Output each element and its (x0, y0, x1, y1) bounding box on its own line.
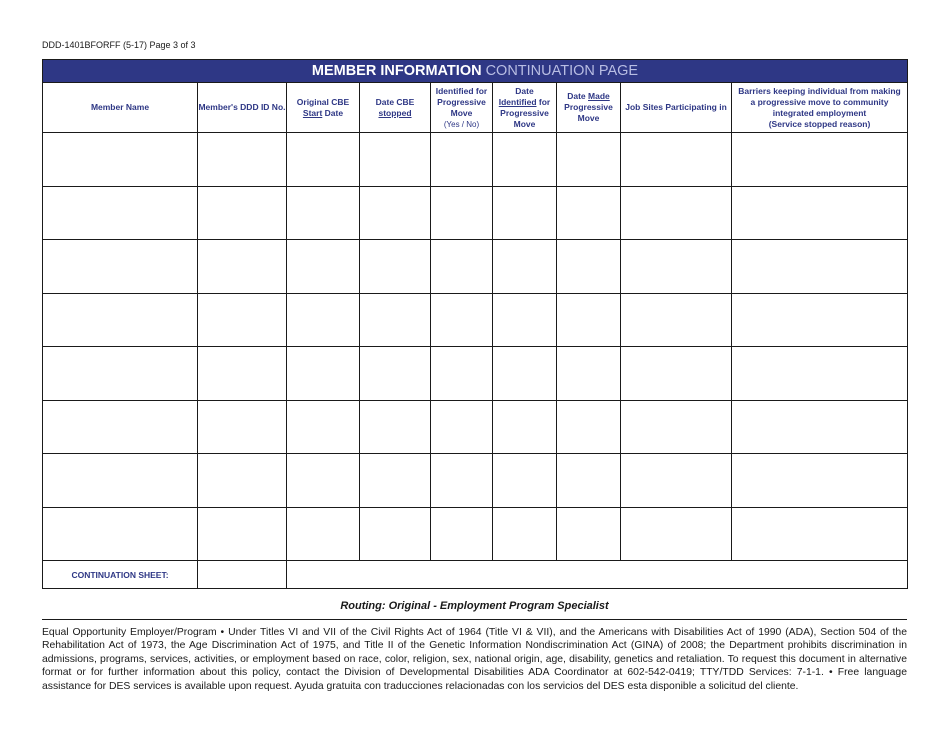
cbe-start-cell[interactable] (287, 454, 360, 508)
barriers-cell[interactable] (732, 293, 908, 347)
form-identifier: DDD-1401BFORFF (5-17) Page 3 of 3 (42, 40, 196, 50)
table-row (43, 507, 908, 561)
date-made-cell[interactable] (557, 240, 621, 294)
date-made-cell[interactable] (557, 133, 621, 187)
member-name-cell[interactable] (43, 293, 198, 347)
table-row (43, 454, 908, 508)
table-row (43, 240, 908, 294)
identified-cell[interactable] (431, 186, 493, 240)
job-sites-cell[interactable] (621, 133, 732, 187)
job-sites-cell[interactable] (621, 186, 732, 240)
table-row (43, 293, 908, 347)
member-name-cell[interactable] (43, 186, 198, 240)
job-sites-cell[interactable] (621, 454, 732, 508)
cbe-stopped-cell[interactable] (360, 454, 431, 508)
continuation-sheet-notes[interactable] (287, 561, 908, 589)
barriers-cell[interactable] (732, 186, 908, 240)
identified-cell[interactable] (431, 293, 493, 347)
date-identified-cell[interactable] (493, 293, 557, 347)
cbe-stopped-cell[interactable] (360, 347, 431, 401)
col-date-identified: Date Identified for Progressive Move (493, 83, 557, 133)
col-cbe-start: Original CBE Start Date (287, 83, 360, 133)
member-id-cell[interactable] (198, 507, 287, 561)
cbe-stopped-cell[interactable] (360, 293, 431, 347)
cbe-start-cell[interactable] (287, 400, 360, 454)
routing-note: Routing: Original - Employment Program Specialist (340, 600, 609, 612)
date-made-cell[interactable] (557, 507, 621, 561)
job-sites-cell[interactable] (621, 507, 732, 561)
barriers-cell[interactable] (732, 454, 908, 508)
identified-cell[interactable] (431, 454, 493, 508)
date-identified-cell[interactable] (493, 400, 557, 454)
cbe-start-cell[interactable] (287, 293, 360, 347)
cbe-stopped-cell[interactable] (360, 133, 431, 187)
identified-cell[interactable] (431, 240, 493, 294)
cbe-stopped-cell[interactable] (360, 186, 431, 240)
eeo-statement: Equal Opportunity Employer/Program • Under Titles VI and VII of the Civil Rights Act of 1964 (Title VI & VII), and the Americans with Disabilities Act of 1990 (ADA), Section 504 of the Rehabilitation Act of 1973, the Age Discrimination Act of 1975, and Title II of the Genetic Information Nondiscrimination Act (GINA) of 2008; the Department prohibits discrimination in admissions, programs, services, activities, or employment based on race, color, religion, sex, national origin, age, disability, genetics and retaliation. To request this document in alternative format or for further information about this policy, contact the Division of Developmental Disabilities ADA Coordinator at 602-542-0419; TTY/TDD Services: 7-1-1. • Free language assistance for DES services is available upon request. Ayuda gratuita con traducciones relacionadas con los servicios del DES esta disponible a solicitud del cliente. (42, 627, 907, 692)
col-job-sites: Job Sites Participating in (621, 83, 732, 133)
col-date-made: Date Made Progressive Move (557, 83, 621, 133)
cbe-stopped-cell[interactable] (360, 400, 431, 454)
title-main: MEMBER INFORMATION (311, 63, 482, 79)
member-id-cell[interactable] (198, 240, 287, 294)
member-id-cell[interactable] (198, 347, 287, 401)
continuation-sheet-field[interactable] (198, 561, 287, 589)
divider (42, 619, 907, 620)
col-identified-progressive: Identified for Progressive Move (Yes / No) (431, 83, 493, 133)
job-sites-cell[interactable] (621, 240, 732, 294)
cbe-stopped-cell[interactable] (360, 240, 431, 294)
cbe-start-cell[interactable] (287, 186, 360, 240)
job-sites-cell[interactable] (621, 293, 732, 347)
date-identified-cell[interactable] (493, 133, 557, 187)
data-rows (43, 133, 908, 561)
date-made-cell[interactable] (557, 400, 621, 454)
date-identified-cell[interactable] (493, 507, 557, 561)
date-identified-cell[interactable] (493, 186, 557, 240)
date-identified-cell[interactable] (493, 347, 557, 401)
identified-cell[interactable] (431, 347, 493, 401)
barriers-cell[interactable] (732, 133, 908, 187)
date-made-cell[interactable] (557, 293, 621, 347)
member-name-cell[interactable] (43, 133, 198, 187)
table-row (43, 186, 908, 240)
barriers-cell[interactable] (732, 347, 908, 401)
member-id-cell[interactable] (198, 186, 287, 240)
col-member-name: Member Name (43, 83, 198, 133)
continuation-sheet-label: CONTINUATION SHEET: (43, 561, 198, 589)
table-row (43, 347, 908, 401)
cbe-start-cell[interactable] (287, 133, 360, 187)
table-row (43, 400, 908, 454)
table-row (43, 133, 908, 187)
member-information-table (42, 59, 908, 589)
cbe-stopped-cell[interactable] (360, 507, 431, 561)
cbe-start-cell[interactable] (287, 507, 360, 561)
date-made-cell[interactable] (557, 347, 621, 401)
title-sub: CONTINUATION PAGE (485, 63, 639, 79)
member-id-cell[interactable] (198, 454, 287, 508)
member-id-cell[interactable] (198, 133, 287, 187)
col-barriers: Barriers keeping individual from making a progressive move to community integrated employment (Service stopped reason) (732, 83, 908, 133)
date-identified-cell[interactable] (493, 454, 557, 508)
member-name-cell[interactable] (43, 347, 198, 401)
date-identified-cell[interactable] (493, 240, 557, 294)
cbe-start-cell[interactable] (287, 347, 360, 401)
barriers-cell[interactable] (732, 240, 908, 294)
col-member-id: Member's DDD ID No. (198, 83, 287, 133)
date-made-cell[interactable] (557, 454, 621, 508)
identified-cell[interactable] (431, 133, 493, 187)
member-name-cell[interactable] (43, 507, 198, 561)
date-made-cell[interactable] (557, 186, 621, 240)
job-sites-cell[interactable] (621, 400, 732, 454)
member-name-cell[interactable] (43, 400, 198, 454)
identified-cell[interactable] (431, 507, 493, 561)
col-cbe-stopped: Date CBE stopped (360, 83, 431, 133)
barriers-cell[interactable] (732, 507, 908, 561)
barriers-cell[interactable] (732, 400, 908, 454)
member-id-cell[interactable] (198, 400, 287, 454)
table-title (43, 60, 908, 83)
member-name-cell[interactable] (43, 240, 198, 294)
cbe-start-cell[interactable] (287, 240, 360, 294)
member-id-cell[interactable] (198, 293, 287, 347)
identified-cell[interactable] (431, 400, 493, 454)
job-sites-cell[interactable] (621, 347, 732, 401)
member-name-cell[interactable] (43, 454, 198, 508)
